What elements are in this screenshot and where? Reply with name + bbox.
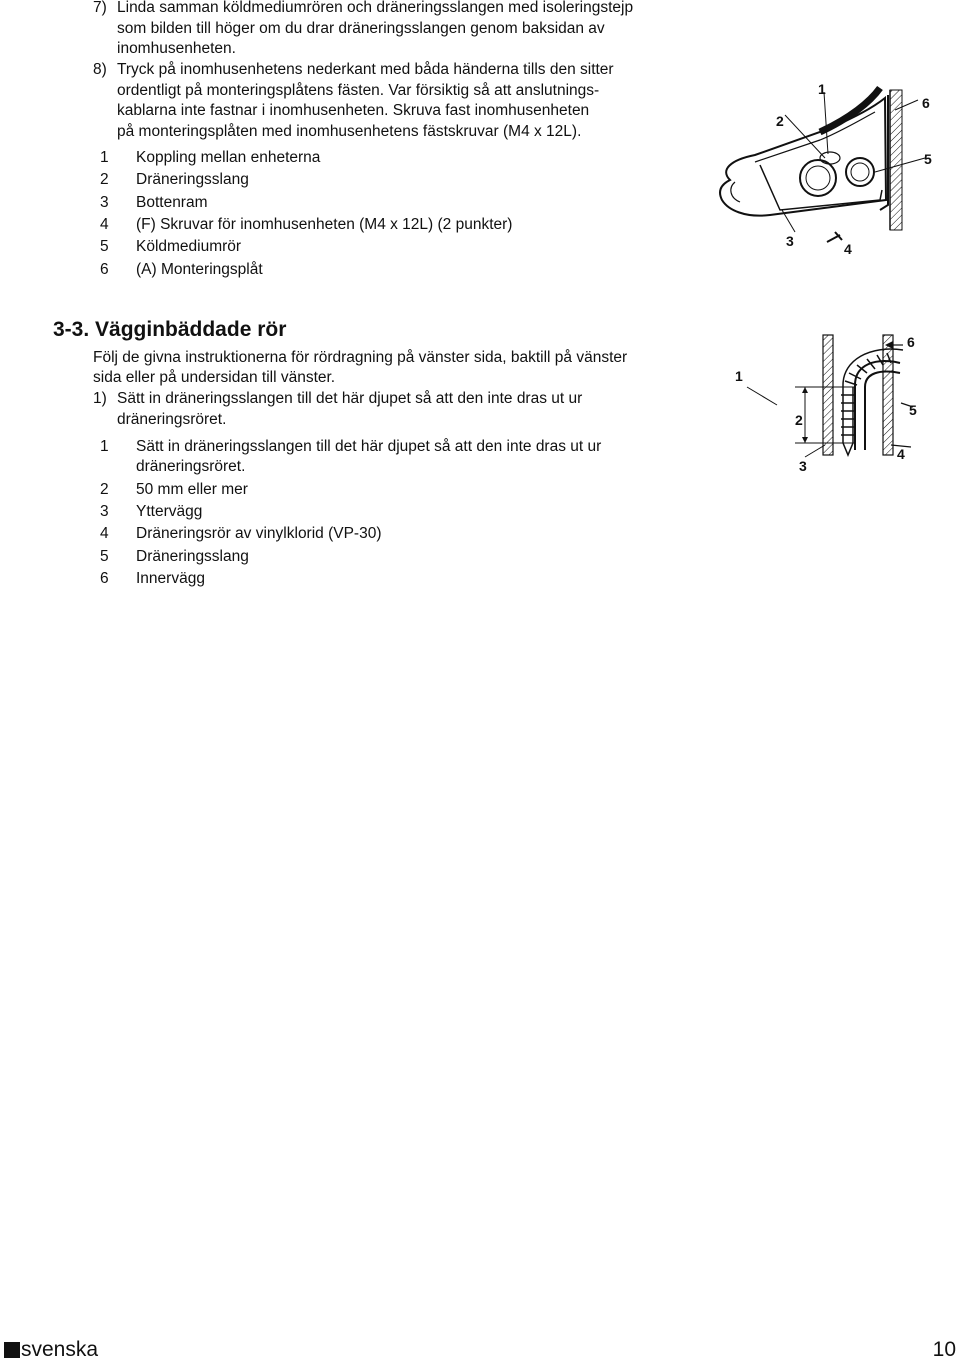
label-5: 5 bbox=[909, 402, 917, 418]
label-3: 3 bbox=[786, 233, 794, 249]
legend-text: Dräneringsslang bbox=[136, 548, 249, 565]
legend-text: dräneringsröret. bbox=[136, 458, 246, 475]
step-text-line: ordentligt på monteringsplåtens fästen. Var försiktig så att anslutnings- bbox=[117, 82, 600, 99]
embedded-piping-figure bbox=[725, 325, 935, 485]
legend-text: Sätt in dräneringsslangen till det här djupet så att den inte dras ut ur bbox=[136, 438, 602, 455]
legend-text: Yttervägg bbox=[136, 503, 203, 520]
legend-number: 5 bbox=[100, 548, 109, 565]
legend-number: 5 bbox=[100, 238, 109, 255]
step-text-line: på monteringsplåten med inomhusenhetens fästskruvar (M4 x 12L). bbox=[117, 123, 582, 140]
screw-icon bbox=[827, 232, 842, 242]
intro-line: sida eller på undersidan till vänster. bbox=[93, 369, 336, 386]
label-1: 1 bbox=[735, 368, 743, 384]
label-2: 2 bbox=[795, 412, 803, 428]
unit-body bbox=[720, 98, 886, 216]
pipe-circle bbox=[800, 160, 836, 196]
legend-number: 2 bbox=[100, 171, 109, 188]
step-number: 7) bbox=[93, 0, 107, 16]
step-text-line: Sätt in dräneringsslangen till det här djupet så att den inte dras ut ur bbox=[117, 390, 583, 407]
legend-text: Bottenram bbox=[136, 194, 208, 211]
outer-wall bbox=[823, 335, 833, 455]
step-text-line: kablarna inte fastnar i inomhusenheten. Skruva fast inomhusenheten bbox=[117, 102, 590, 119]
legend-number: 3 bbox=[100, 503, 109, 520]
legend-number: 1 bbox=[100, 438, 109, 455]
legend-text: Köldmediumrör bbox=[136, 238, 242, 255]
label-4: 4 bbox=[844, 241, 852, 257]
label-6: 6 bbox=[922, 95, 930, 111]
legend-number: 4 bbox=[100, 525, 109, 542]
label-2: 2 bbox=[776, 113, 784, 129]
intro-line: Följ de givna instruktionerna för rördragning på vänster sida, baktill på vänster bbox=[93, 349, 628, 366]
step-text-line: som bilden till höger om du drar dräneringsslangen genom baksidan av bbox=[117, 20, 605, 37]
inner-wall bbox=[883, 335, 893, 455]
legend-number: 6 bbox=[100, 261, 109, 278]
pipe-circle bbox=[846, 158, 874, 186]
footer-language: svenska bbox=[21, 1338, 99, 1361]
footer-square bbox=[4, 1342, 20, 1358]
legend-number: 2 bbox=[100, 481, 109, 498]
label-5: 5 bbox=[924, 151, 932, 167]
page-number: 10 bbox=[932, 1338, 956, 1361]
legend-text: Dräneringsrör av vinylklorid (VP-30) bbox=[136, 525, 382, 542]
legend-text: (F) Skruvar för inomhusenheten (M4 x 12L) (2 punkter) bbox=[136, 216, 513, 233]
label-4: 4 bbox=[897, 446, 905, 462]
legend-text: (A) Monteringsplåt bbox=[136, 261, 263, 278]
legend-text: Dräneringsslang bbox=[136, 171, 249, 188]
step-number: 1) bbox=[93, 390, 107, 407]
legend-number: 1 bbox=[100, 149, 109, 166]
legend-number: 6 bbox=[100, 570, 109, 587]
indoor-unit-figure bbox=[700, 70, 950, 270]
legend-text: Innervägg bbox=[136, 570, 205, 587]
step-text-line: Linda samman köldmediumrören och dräneringsslangen med isoleringstejp bbox=[117, 0, 634, 16]
legend-number: 3 bbox=[100, 194, 109, 211]
legend-text: 50 mm eller mer bbox=[136, 481, 248, 498]
legend-text: Koppling mellan enheterna bbox=[136, 149, 321, 166]
drain-hose bbox=[841, 349, 903, 455]
legend-number: 4 bbox=[100, 216, 109, 233]
label-1: 1 bbox=[818, 81, 826, 97]
label-6: 6 bbox=[907, 334, 915, 350]
wall bbox=[890, 90, 902, 230]
section-heading: 3-3. Vägginbäddade rör bbox=[53, 318, 287, 341]
step-text-line: inomhusenheten. bbox=[117, 40, 236, 57]
step-text-line: dräneringsröret. bbox=[117, 411, 227, 428]
label-3: 3 bbox=[799, 458, 807, 474]
step-text-line: Tryck på inomhusenhetens nederkant med båda händerna tills den sitter bbox=[117, 61, 614, 78]
step-number: 8) bbox=[93, 61, 107, 78]
